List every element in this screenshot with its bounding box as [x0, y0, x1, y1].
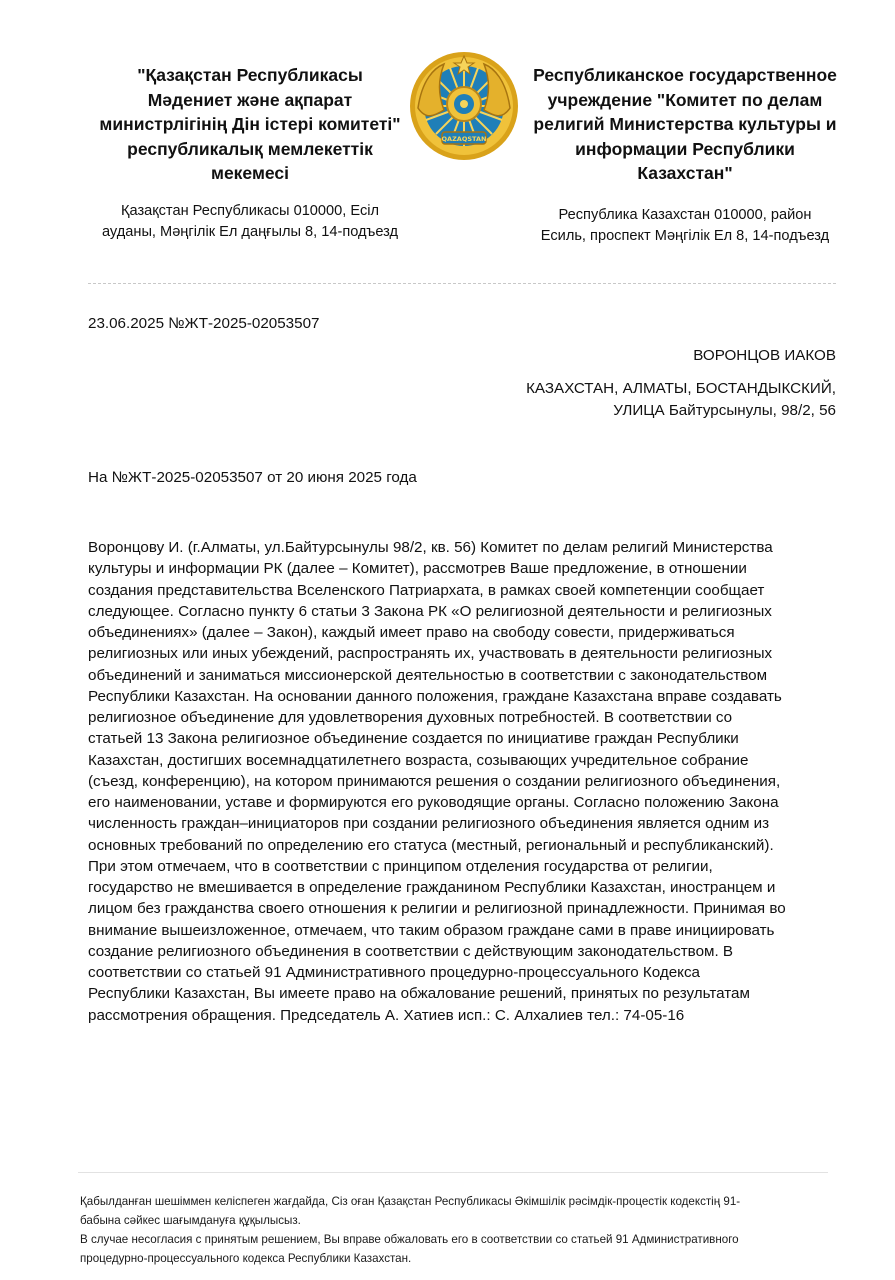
- state-emblem-icon: [408, 50, 520, 162]
- emblem-lettering: QAZAQSTAN: [441, 135, 487, 143]
- issuer-address-kazakh: Қазақстан Республикасы 010000, Есіл ауданы, Мәңгілік Ел даңғылы 8, 14-подъезд: [101, 203, 399, 240]
- recipient-name: ВОРОНЦОВ ИАКОВ: [693, 347, 836, 364]
- issuer-name-kazakh: "Қазақстан Республикасы Мәдениет және ақпарат министрлігінің Дін істері комитеті" республикалық мемлекеттік мекемесі: [99, 65, 401, 183]
- header-divider: [88, 283, 836, 284]
- reference-line: На №ЖТ-2025-02053507 от 20 июня 2025 года: [88, 469, 417, 486]
- footer-divider: [78, 1172, 828, 1173]
- issuer-name-russian: Республиканское государственное учреждение "Комитет по делам религий Министерства культуры и информации Республики Казахстан": [533, 65, 837, 183]
- footer-note-russian: В случае несогласия с принятым решением, Вы вправе обжаловать его в соответствии со статьей 91 Административного процедурно-процессуального кодекса Республики Казахстан.: [80, 1233, 739, 1265]
- document-date-number: 23.06.2025 №ЖТ-2025-02053507: [88, 315, 320, 332]
- issuer-address-russian: Республика Казахстан 010000, район Есиль, проспект Мәңгілік Ел 8, 14-подъезд: [540, 207, 830, 244]
- letter-body: Воронцову И. (г.Алматы, ул.Байтурсынулы 98/2, кв. 56) Комитет по делам религий Министерства культуры и информации РК (далее – Комитет), рассмотрев Ваше предложение, в отношении создания представительства Вселенского Патриархата, в рамках своей компетенции сообщает следующее. Согласно пункту 6 статьи 3 Закона РК «О религиозной деятельности и религиозных объединениях» (далее – Закон), каждый имеет право на свободу совести, придерживаться религиозных или иных убеждений, распространять их, участвовать в деятельности религиозных объединений и заниматься миссионерской деятельностью в соответствии с законодательством Республики Казахстан. На основании данного положения, граждане Казахстана вправе создавать религиозное объединение для удовлетворения духовных потребностей. В соответствии со статьей 13 Закона религиозное объединение создается по инициативе граждан Республики Казахстан, достигших восемнадцатилетнего возраста, созывающих учредительное собрание (съезд, конференцию), на котором принимаются решения о создании религиозного объединения, его наименовании, уставе и формируются его руководящие органы. Согласно положению Закона численность граждан–инициаторов при создании религиозного объединения является одним из основных требований по определению его статуса (местный, региональный и республиканский). При этом отмечаем, что в соответствии с принципом отделения государства от религии, государство не вмешивается в определение гражданином Республики Казахстан, иностранцем и лицом без гражданства своего отношения к религии и религиозной принадлежности. Принимая во внимание вышеизложенное, отмечаем, что таким образом граждане сами в праве инициировать создание религиозного объединения в соответствии с действующим законодательством. В соответствии со статьей 91 Административного процедурно-процессуального Кодекса Республики Казахстан, Вы имеете право на обжалование решений, принятых по результатам рассмотрения обращения. Председатель А. Хатиев исп.: С. Алхалиев тел.: 74-05-16: [88, 539, 786, 1024]
- footer-note-kazakh: Қабылданған шешіммен келіспеген жағдайда, Сіз оған Қазақстан Республикасы Әкімшілік рәсімдік-процестік кодекстің 91- бабына сәйкес шағымдануға құқылысыз.: [80, 1195, 741, 1227]
- recipient-address: КАЗАХСТАН, АЛМАТЫ, БОСТАНДЫКСКИЙ, УЛИЦА Байтурсынулы, 98/2, 56: [526, 380, 836, 419]
